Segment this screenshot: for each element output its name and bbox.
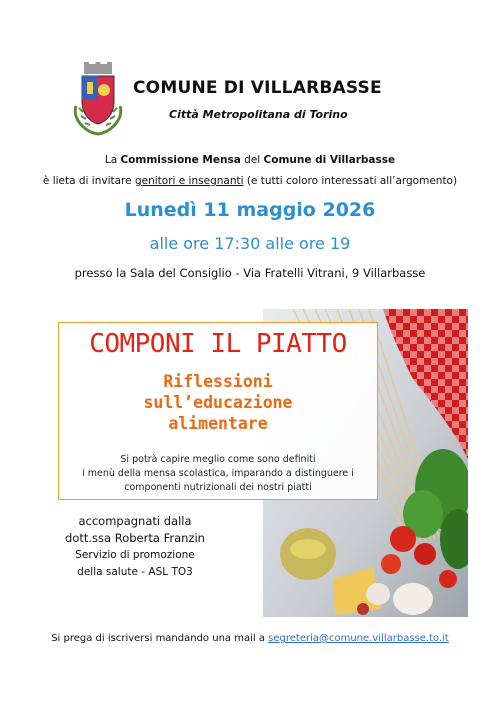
topic-subtitle-line: Riflessioni [163,372,273,391]
description-line: componenti nutrizionali dei nostri piatti [124,482,312,493]
commissione-mensa: Commissione Mensa [120,154,241,166]
topic-subtitle [59,371,377,434]
description-line: Si potrà capire meglio come sono definiti [120,454,316,465]
invitation-text: La [104,154,121,166]
speaker-organization: della salute - ASL TO3 [77,566,193,578]
topic-title: COMPONI IL PIATTO [89,329,347,359]
registration-note [0,633,500,644]
municipal-crest-icon [70,60,126,136]
event-topic-box [58,322,378,500]
registration-email-link[interactable]: segreteria@comune.villarbasse.to.it [268,633,449,644]
invitation-text: (e tutti coloro interessati all’argomento) [243,175,458,187]
invitation-text: è lieta di invitare [42,175,135,187]
event-place: presso la Sala del Consiglio - Via Fratelli Vitrani, 9 Villarbasse [74,266,426,280]
topic-subtitle-line: sull’educazione [143,393,293,412]
speaker-name: dott.ssa Roberta Franzin [65,531,205,545]
invitation-line-2 [0,175,500,187]
topic-subtitle-line: alimentare [168,414,268,433]
invitation-line-1 [0,154,500,166]
speaker-service: Servizio di promozione [75,549,195,561]
topic-description [59,453,377,495]
invited-audience: genitori e insegnanti [134,175,244,187]
speaker-intro: accompagnati dalla [78,514,192,528]
event-date: Lunedì 11 maggio 2026 [124,199,376,221]
municipality-subtitle: Città Metropolitana di Torino [169,108,348,121]
comune-name: Comune di Villarbasse [263,154,396,166]
registration-text: Si prega di iscriversi mandando una mail a [51,633,269,644]
invitation-text: del [240,154,264,166]
speaker-block [0,513,270,581]
municipality-title: COMUNE DI VILLARBASSE [133,78,382,98]
event-time: alle ore 17:30 alle ore 19 [149,234,351,253]
description-line: i menù della mensa scolastica, imparando a distinguere i [82,468,354,479]
